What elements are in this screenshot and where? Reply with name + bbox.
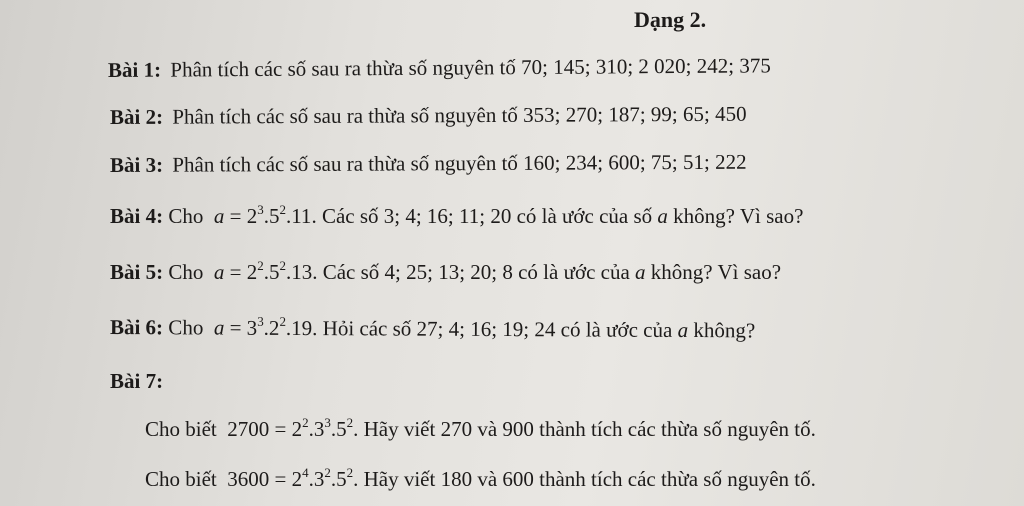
exercise-text: Phân tích các số sau ra thừa số nguyên tố 160; 234; 600; 75; 51; 222: [172, 149, 747, 177]
exponent: 2: [257, 258, 264, 273]
exponent: 2: [279, 202, 286, 217]
exercise-5: [110, 259, 781, 285]
exercise-prefix: Cho: [168, 315, 204, 340]
formula: $a = 3^3.2^2.19$: [213, 313, 313, 341]
exercise-prefix: Cho biết: [145, 417, 217, 441]
formula: $2700 = 2^2.3^3.5^2$: [227, 415, 354, 441]
variable: a: [657, 204, 668, 228]
variable: a: [213, 315, 225, 340]
exercise-4: [110, 203, 803, 229]
variable: a: [213, 204, 225, 228]
equals-sign: =: [274, 467, 287, 491]
base: 5: [268, 204, 280, 228]
base: 3: [313, 417, 325, 441]
exercise-prefix: Cho: [168, 260, 204, 284]
exercise-label: Bài 2:: [109, 104, 164, 129]
exercise-text: . Hãy viết 180 và 600 thành tích các thừa số nguyên tố.: [353, 467, 816, 491]
equals-sign: =: [229, 260, 242, 284]
exercise-3: [110, 149, 747, 178]
exponent: 3: [324, 415, 331, 430]
base: 5: [268, 260, 280, 284]
exercise-text: . Hãy viết 270 và 900 thành tích các thừa số nguyên tố.: [353, 417, 816, 441]
exercise-label: Bài 3:: [109, 152, 164, 177]
exercise-text: . Các số 3; 4; 16; 11; 20 có là ước của số: [311, 204, 653, 228]
equals-sign: =: [229, 315, 242, 340]
exercise-label: Bài 5:: [110, 260, 164, 284]
exercise-suffix: không? Vì sao?: [673, 204, 804, 228]
exponent: 3: [257, 202, 264, 217]
factor: .13: [285, 260, 313, 284]
exercise-label: Bài 7:: [110, 369, 164, 393]
variable: a: [635, 260, 646, 284]
exponent: 2: [302, 415, 309, 430]
exponent: 2: [279, 313, 287, 329]
exercise-7-item-2: [145, 466, 816, 492]
section-title: Dạng 2.: [634, 7, 707, 32]
formula: $a = 2^2.5^2.13$: [213, 258, 313, 284]
base: 2: [246, 204, 258, 228]
base: 2: [291, 467, 303, 491]
equals-sign: =: [229, 204, 242, 228]
exercise-2: [110, 101, 747, 130]
formula: $3600 = 2^4.3^2.5^2$: [227, 465, 354, 491]
exercise-text: . Các số 4; 25; 13; 20; 8 có là ước của: [312, 260, 630, 284]
variable: a: [677, 317, 689, 343]
exercise-suffix: không? Vì sao?: [650, 260, 782, 284]
exercise-7-item-1: [145, 416, 816, 442]
exercise-suffix: không?: [693, 318, 756, 343]
exercise-1: [108, 52, 771, 83]
number: 3600: [227, 467, 270, 491]
exercise-label: Bài 1:: [107, 57, 162, 82]
exercise-label: Bài 4:: [110, 204, 164, 228]
base: 3: [313, 467, 325, 491]
formula: $a = 2^3.5^2.11$: [213, 202, 312, 228]
base: 5: [336, 417, 347, 441]
exercise-text: . Hỏi các số 27; 4; 16; 19; 24 có là ước của: [312, 316, 673, 342]
exponent: 2: [346, 415, 354, 430]
exercise-7: [110, 368, 163, 394]
number: 2700: [227, 417, 270, 441]
exercise-prefix: Cho: [168, 204, 204, 228]
exercise-6: [110, 314, 755, 343]
factor: .11: [285, 204, 312, 228]
exponent: 2: [346, 465, 354, 480]
exercise-prefix: Cho biết: [145, 467, 217, 491]
base: 2: [268, 315, 280, 340]
equals-sign: =: [274, 417, 287, 441]
exponent: 3: [257, 313, 264, 329]
variable: a: [213, 260, 225, 284]
factor: .19: [285, 315, 313, 341]
base: 5: [336, 467, 347, 491]
base: 3: [246, 315, 258, 340]
base: 2: [246, 260, 258, 284]
exponent: 2: [324, 465, 331, 480]
exercise-text: Phân tích các số sau ra thừa số nguyên tố 70; 145; 310; 2 020; 242; 375: [170, 53, 771, 82]
exercise-label: Bài 6:: [109, 315, 164, 340]
exponent: 4: [302, 465, 309, 480]
exercise-text: Phân tích các số sau ra thừa số nguyên tố 353; 270; 187; 99; 65; 450: [172, 101, 747, 129]
base: 2: [291, 417, 303, 441]
exponent: 2: [279, 258, 286, 273]
